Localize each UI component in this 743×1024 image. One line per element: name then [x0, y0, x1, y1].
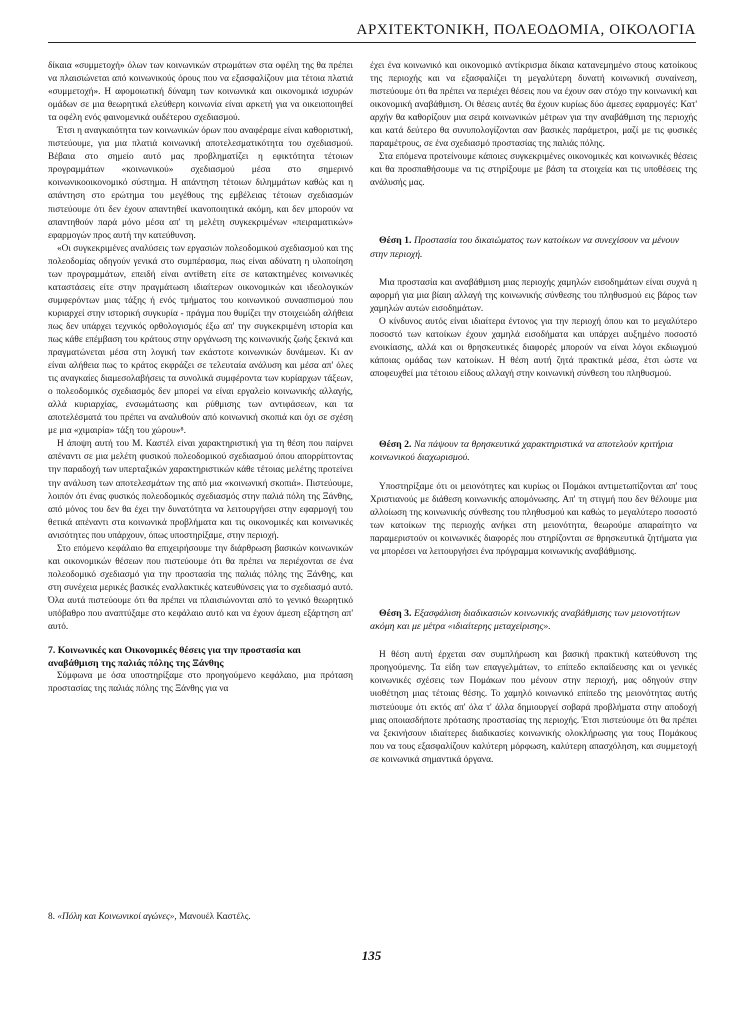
paragraph: έχει ένα κοινωνικό και οικονομικό αντίκρισμα δίκαια κατανεμημένο στους κατοίκους της περιοχής και να εξασφαλίζει τη μεγαλύτερη δυνατή κοινωνική συναίνεση, πιστεύουμε ότι θα πρέπει να περιέχει θέσεις που να έχουν σαν στόχο την κοινωνική και οικονομική αναβάθμιση. Οι θέσεις αυτές θα έχουν κυρίως δύο άμεσες εφαρμογές: Κατ' αρχήν θα καθορίζουν μια σειρά κοινωνικών μέτρων για την αναβάθμιση της περιοχής και κατά δεύτερο θα συνυπολογίζονται σαν βασικές παράμετροι, μαζί με τις φυσικές παραμέτρους, σε ένα σχεδιασμό προστασίας της παλιάς πόλης.: [370, 61, 697, 150]
thesis-heading-1: [370, 234, 697, 260]
thesis-title: Εξασφάλιση διαδικασιών κοινωνικής αναβάθμισης των μειονοτήτων ακόμη και με μέτρα «ιδιαίτερης μεταχείρισης».: [370, 607, 680, 633]
paragraph: Σύμφωνα με όσα υποστηρίξαμε στο προηγούμενο κεφάλαιο, μια πρόταση προστασίας της παλιάς πόλης της Ξάνθης για να: [48, 671, 353, 695]
right-column: [370, 60, 697, 767]
paragraph: Στο επόμενο κεφάλαιο θα επιχειρήσουμε την διάρθρωση βασικών κοινωνικών και οικονομικών θέσεων που πιστεύουμε ότι θα πρέπει να περιέχονται σε ένα πολεοδομικό σχεδιασμό για την προστασία της παλιάς πόλης της Ξάνθης, και στη συνέχεια μερικές βασικές εναλλακτικές κατευθύνσεις για το σχεδιασμό αυτό. Όλα αυτά πιστεύουμε ότι θα πρέπει να πλαισιώνονται από το γενικό θεωρητικό υπόβαθρο που αναπτύξαμε στο κεφάλαιο αυτό και να έχουν άμεση εξάρτηση απ' αυτό.: [48, 543, 353, 633]
paragraph: Υποστηρίξαμε ότι οι μειονότητες και κυρίως οι Πομάκοι αντιμετωπίζονται απ' τους Χριστιανούς με διάθεση κοινωνικής απομόνωσης. Απ' τη στιγμή που δεν θέλουμε μια αλλοίωση της κοινωνικής σύνθεσης του πληθυσμού και καθώς το μεγαλύτερο ποσοστό των κατοίκων της περιοχής ανήκει στη μειονότητα, θεωρούμε απαραίτητο να παραμεριστούν οι κοινωνικές διαφορές που στηρίζονται σε θρησκευτικά ζητήματα για να μπορέσει να λειτουργήσει ένα πρόγραμμα κοινωνικής αναβάθμισης.: [370, 481, 697, 557]
paragraph: Στα επόμενα προτείνουμε κάποιες συγκεκριμένες οικονομικές και κοινωνικές θέσεις και θα προσπαθήσουμε να τις στηρίξουμε με βάση τα στοιχεία και τις υποθέσεις της ανάλυσής μας.: [370, 152, 697, 189]
thesis-title: Να πάψουν τα θρησκευτικά χαρακτηριστικά να αποτελούν κριτήρια κοινωνικού διαχωρισμού.: [370, 439, 673, 464]
paragraph: Ο κίνδυνος αυτός είναι ιδιαίτερα έντονος για την περιοχή όπου και το μεγαλύτερο ποσοστό των κατοίκων έχουν χαμηλά εισοδήματα και υπάρχει αυξημένο ποσοστό ενοικίασης, αλλά και οι θρησκευτικές διαφορές μπορούν να είναι λόγοι εκδιωγμού κάποιας ομάδας των κατοίκων. Η θέση αυτή ζητά πρακτικά μέσα, έτσι ώστε να αποφευχθεί μια τέτοιου είδους αλλαγή στην κοινωνική σύνθεση του πληθυσμού.: [370, 317, 697, 380]
section-heading: 7. Κοινωνικές και Οικονομικές θέσεις για την προστασία και αναβάθμιση της παλιάς πόλης της Ξάνθης: [48, 645, 301, 670]
paragraph: Έτσι η αναγκαιότητα των κοινωνικών όρων που αναφέραμε είναι καθοριστική, πιστεύουμε, για μια πλατιά κοινωνική αποτελεσματικότητα του σχεδιασμού. Βέβαια στο σημείο αυτό μας προβληματίζει η εφικτότητα τέτοιων προγραμμάτων «κοινωνικού» σχεδιασμού μέσα στο σημερινό κοινωνικοοικονομικό σύστημα. Η απάντηση τέτοιων διλημμάτων καθώς και η απάντηση στο ερώτημα του μεγέθους της εμβέλειας τέτοιων σχεδιασμών πιστεύουμε ότι δεν έχουν απαντηθεί ικανοποιητικά ακόμη, και δεν μπορούν να απαντηθούν παρά μόνο μέσα απ' τη μελέτη συγκεκριμένων «πειραματικών» εφαρμογών προς αυτή την κατεύθυνση.: [48, 126, 353, 241]
footnote: [48, 912, 251, 922]
thesis-heading-3: [370, 607, 697, 633]
footnote-author: , Μανουέλ Καστέλς.: [174, 912, 251, 922]
thesis-label: Θέση 1.: [379, 235, 412, 247]
left-column: [48, 60, 353, 696]
paragraph: Η θέση αυτή έρχεται σαν συμπλήρωση και βασική πρακτική κατεύθυνση της προηγούμενης. Τα είδη των επαγγελμάτων, το επίπεδο εκπαίδευσης και οι γενικές κοινωνικές σχέσεις των Πομάκων που μένουν στην περιοχή, μας οδηγούν στην υιοθέτηση μιας τέτοιας θέσης. Το χαμηλό κοινωνικό επίπεδο της μειονότητας αυτής πιστεύουμε ότι εκτός απ' όλα τ' άλλα δημιουργεί σοβαρά προβλήματα στην αποδοχή μιας οποιασδήποτε πρότασης προστασίας της περιοχής. Έτσι πιστεύουμε ότι θα πρέπει να ξεκινήσουν ιδιαίτερες διαδικασίες κοινωνικής ολοκλήρωσης για τους Πομάκους που να τους εξασφαλίζουν καλύτερη μόρφωση, καλύτερη απασχόληση, και συμμετοχή σε κοινωνικά σημαντικά όργανα.: [370, 650, 697, 765]
thesis-label: Θέση 2.: [379, 439, 412, 451]
paragraph: «Οι συγκεκριμένες αναλύσεις των εργασιών πολεοδομικού σχεδιασμού και της πολεοδομίας οδηγούν γενικά στο συμπέρασμα, πως είναι αδύνατη η υλοποίηση των προγραμμάτων, επειδή είναι αντίθετη είτε σε κατακτημένες κοινωνικές καταστάσεις είτε στην πραγμάτωση ιδιαίτερων οικονομικών και ιδεολογικών συμφερόντων μιας τάξης ή ενός τμήματος του κοινωνικού συνασπισμού που κυριαρχεί στην ιστορική συγκυρία - πράγμα που θυμίζει την στοιχειώδη αλήθεια πως δεν υπάρχει τεχνικός ορθολογισμός έξω απ' την συγκεκριμένη ιστορία και πως κάθε επέμβαση του κράτους στην οργάνωση της κοινωνικής ζωής ξεκινά και πραγματώνεται μέσα στη λογική των εκάστοτε κοινωνικών δυνάμεων. Κι αν είναι αλήθεια πως το κράτος εκφράζει σε τελευταία ανάλυση και μέσα απ' όλες τις αναγκαίες διαμεσολαβήσεις τα συνολικά συμφέροντα των κυρίαρχων τάξεων, ο πολεοδομικός σχεδιασμός δεν μπορεί να είναι εργαλείο κοινωνικής αλλαγής, αλλά κυριαρχίας, ενσωμάτωσης και ρύθμισης των αντιφάσεων, και τα αποτελέσματά του πρέπει να αναλυθούν από κοινωνική σκοπιά και όχι σε σχέση με μια «χιμαιρία» τάξη του χώρου»⁸.: [48, 243, 353, 437]
paragraph: Η άποψη αυτή του Μ. Καστέλ είναι χαρακτηριστική για τη θέση που παίρνει απέναντι σε μια μελέτη φυσικού πολεοδομικού σχεδιασμού όπου απορρίπτοντας την παραδοχή των υπερταξικών χαρακτηριστικών κάθε τέτοιας μελέτης προτείνει την ανάλυση των αποτελεσμάτων της από μια «κοινωνική σκοπιά». Πιστεύουμε, λοιπόν ότι ένας φυσικός πολεοδομικός σχεδιασμός στην παλιά πόλη της Ξάνθης, από μόνος του δεν θα έχει την δυνατότητα να λειτουργήσει στην εφαρμογή του θετικά απέναντι στα κοινωνικά προβλήματα και τις οικονομικές και κοινωνικές ανισότητες που υπάρχουν, όπως υποστηρίξαμε, στην περιοχή.: [48, 439, 353, 541]
paragraph: δίκαια «συμμετοχή» όλων των κοινωνικών στρωμάτων στα οφέλη της θα πρέπει να πλαισιώνεται από κοινωνικούς όρους που να εξασφαλίζουν μια τέτοια πλατιά «συμμετοχή». Η αφομοιωτική δύναμη των κοινωνικά και οικονομικά ισχυρών ομάδων σε μια θεωρητικά ελεύθερη κοινωνία είναι αρκετή για να οικειοποιηθεί τα οφέλη ενός φαινομενικά ουδέτερου σχεδιασμού.: [48, 61, 353, 124]
footnote-number: 8.: [48, 912, 55, 922]
thesis-title: Προστασία του δικαιώματος των κατοίκων να συνεχίσουν να μένουν στην περιοχή.: [370, 235, 680, 260]
page-number: 135: [361, 948, 382, 963]
thesis-label: Θέση 3.: [379, 607, 412, 619]
running-header: ΑΡΧΙΤΕΚΤΟΝΙΚΗ, ΠΟΛΕΟΔΟΜΙΑ, ΟΙΚΟΛΟΓΙΑ: [48, 22, 696, 43]
thesis-heading-2: [370, 438, 697, 464]
paragraph: Μια προστασία και αναβάθμιση μιας περιοχής χαμηλών εισοδημάτων είναι συχνά η αφορμή για μια βίαιη αλλαγή της κοινωνικής σύνθεσης του πληθυσμού εις βάρος των χαμηλών αυτών εισοδημάτων.: [370, 277, 697, 314]
footnote-title: «Πόλη και Κοινωνικοί αγώνες»: [57, 912, 175, 922]
